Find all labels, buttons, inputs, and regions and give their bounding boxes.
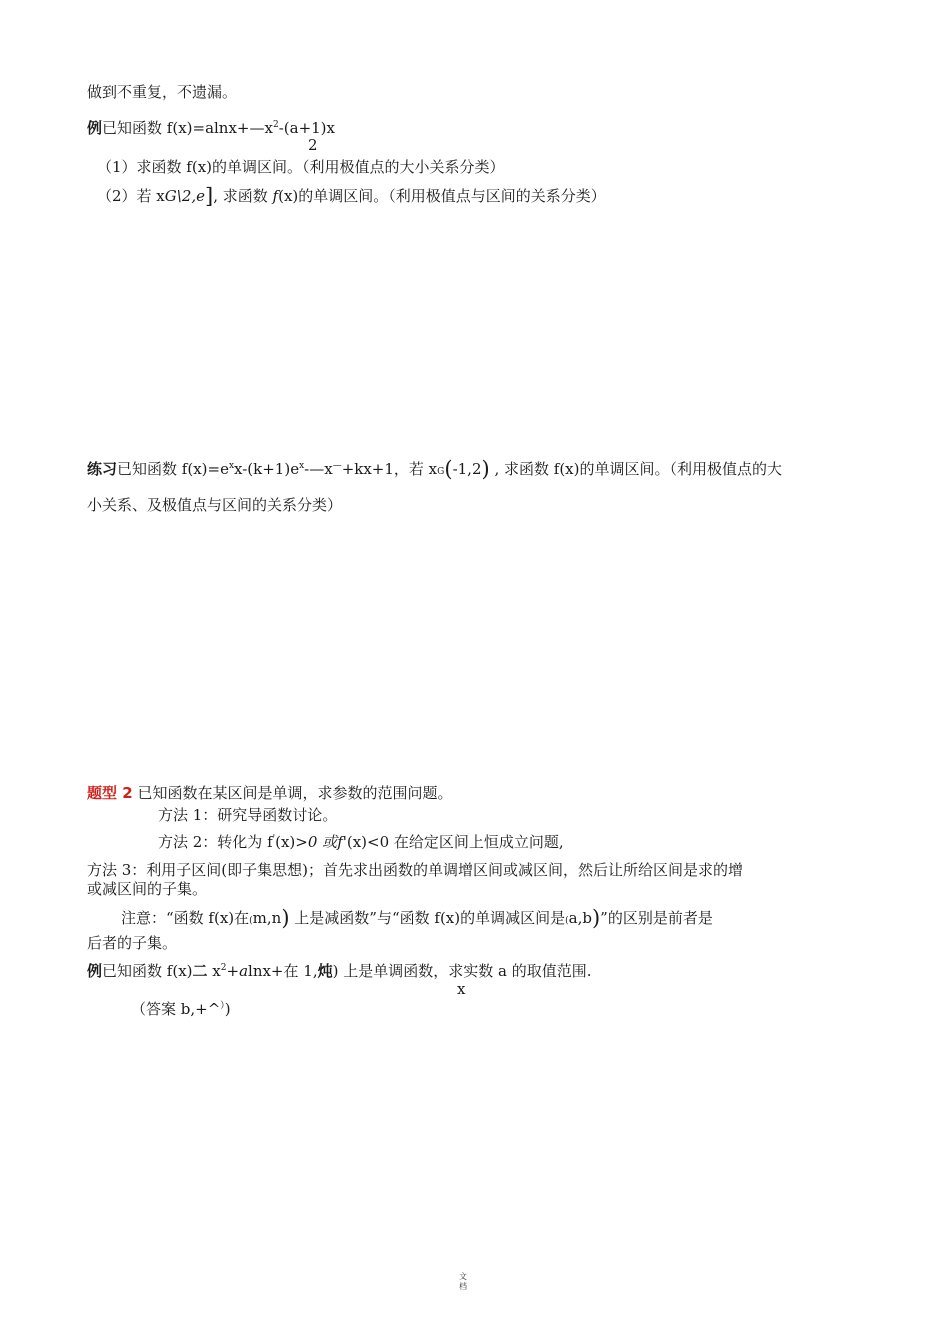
type2-method3-line1: 方法 3：利用子区间(即子集思想)；首先求出函数的单调增区间或减区间，然后让所给区间是求的增 [87, 861, 744, 879]
type2-method2-c: >0 或 [295, 833, 338, 851]
example1-q2-tail: (x)的单调区间。（利用极值点与区间的关系分类） [278, 187, 606, 205]
exercise-interval: -1,2 [452, 460, 482, 478]
type2-note [121, 908, 713, 929]
example2-stem-d: lnx+在 1, [248, 962, 318, 980]
example2-stem-a: 已知函数 f(x) [102, 962, 193, 980]
type2-note-b: 上是减函数”与“函数 f(x)的单调减区间是 [289, 909, 566, 927]
exercise-stem [87, 459, 782, 480]
example1-q2-pre: （2）若 x [97, 187, 165, 205]
exercise-stem-d: +kx+1，若 x [341, 460, 438, 478]
type2-method2-sup: ' [272, 834, 276, 844]
type2-method2-b: (x) [275, 833, 296, 851]
example1-sup: 2 [272, 120, 279, 130]
type2-note-mn: m,n [252, 909, 282, 927]
type2-note-paren1-open: ( [249, 916, 253, 926]
example2-answer-text: （答案 b,+^ [131, 1000, 221, 1018]
example1-q2-bracket: ] [205, 184, 214, 208]
exercise-sup2: x [299, 461, 305, 471]
type2-method2-a: 方法 2：转化为 f [158, 833, 273, 851]
example2-label: 例 [87, 962, 103, 980]
example2-a: a [239, 962, 249, 980]
example2-answer-sup: ） [220, 1001, 225, 1011]
type2-note-line2: 后者的子集。 [87, 934, 178, 952]
type2-label: 题型 2 [87, 784, 133, 802]
example2-stem-c: + [226, 962, 240, 980]
example2-eq: 二 [192, 962, 208, 980]
type2-note-paren2-close: ) [591, 906, 601, 930]
example2-stem-f: ) 上是单调函数，求实数 a 的取值范围. [332, 962, 592, 980]
type2-note-paren1-close: ) [281, 906, 290, 930]
page-footer [456, 1272, 470, 1292]
exercise-line2: 小关系、及极值点与区间的关系分类） [87, 496, 343, 514]
example2-answer [131, 1000, 231, 1019]
type2-heading [87, 784, 452, 803]
example2-stem [87, 962, 591, 981]
type2-method2-e: '(x)<0 在给定区间上恒成立问题, [342, 833, 564, 851]
exercise-label: 练习 [87, 460, 118, 478]
example1-stem-text: 已知函数 f(x)=alnx+—x [102, 119, 273, 137]
type2-title: 已知函数在某区间是单调，求参数的范围问题。 [132, 784, 453, 802]
example1-q2-math: G\2,e [164, 187, 206, 205]
example2-sup: 2 [220, 963, 227, 973]
type2-method2-d: f [337, 833, 343, 851]
exercise-stem-f: , 求函数 f(x)的单调区间。（利用极值点的大 [489, 460, 782, 478]
exercise-stem-b: x-(k+1)e [234, 460, 300, 478]
type2-method3-line2: 或减区间的子集。 [87, 880, 208, 898]
example1-q2-post: , 求函数 [213, 187, 273, 205]
example2-stem-b: x [207, 962, 221, 980]
example1-frac-den: 2 [308, 136, 318, 154]
example1-q2-f: f [272, 187, 279, 205]
example2-stem-e: 炖 [317, 962, 333, 980]
example2-below-x: x [457, 980, 466, 998]
type2-note-ab: a,b [568, 909, 592, 927]
exercise-sup3: — [332, 461, 342, 471]
intro-text: 做到不重复，不遗漏。 [87, 83, 238, 101]
type2-method1: 方法 1：研究导函数讨论。 [158, 806, 338, 824]
footer-line1: 文 [459, 1272, 467, 1281]
exercise-paren-close: ) [481, 457, 490, 481]
type2-method2 [158, 833, 564, 852]
example2-answer-end: ) [224, 1000, 231, 1018]
type2-note-a: 注意：“函数 f(x)在 [121, 909, 250, 927]
exercise-stem-e: G [437, 467, 445, 477]
type2-note-c: ”的区别是前者是 [600, 909, 713, 927]
type2-note-paren2-open: ( [565, 916, 569, 926]
exercise-sup1: x [228, 461, 235, 471]
example1-q2 [97, 186, 606, 207]
footer-line2: 档 [459, 1282, 467, 1291]
example1-stem-tail: -(a+1)x [278, 119, 335, 137]
exercise-stem-c: -—x [304, 460, 333, 478]
example1-q1: （1）求函数 f(x)的单调区间。（利用极值点的大小关系分类） [97, 158, 505, 176]
exercise-paren-open: ( [444, 457, 453, 481]
example1-label: 例 [87, 119, 103, 137]
example1-stem [87, 119, 335, 138]
exercise-stem-a: 已知函数 f(x)=e [117, 460, 229, 478]
